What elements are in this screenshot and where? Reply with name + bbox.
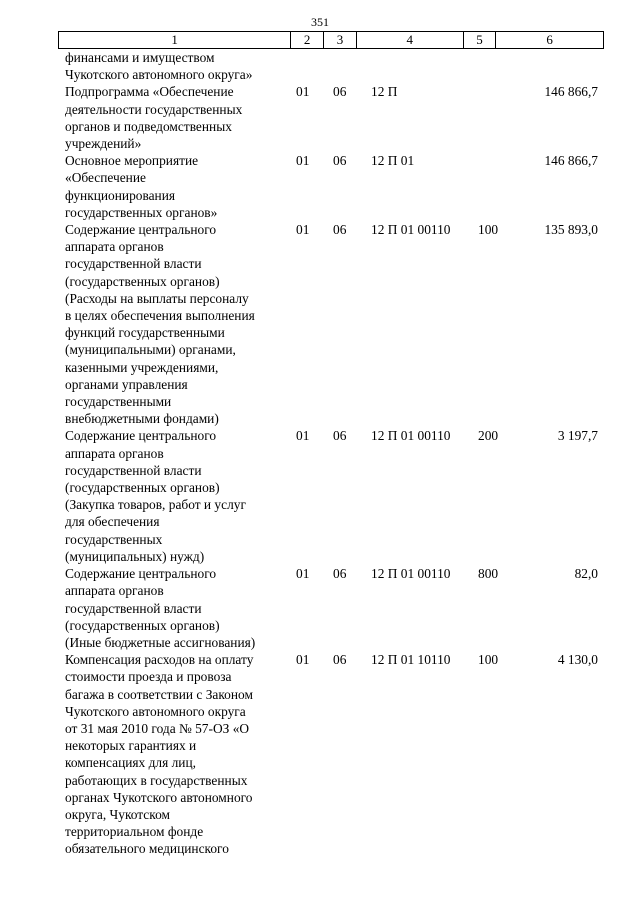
header-col-6: 6	[495, 32, 603, 48]
header-col-2: 2	[290, 32, 323, 48]
row-section: 01	[296, 222, 310, 238]
row-section: 01	[296, 566, 310, 582]
row-subsection: 06	[333, 652, 347, 668]
row-subsection: 06	[333, 566, 347, 582]
page-number: 351	[311, 15, 329, 29]
row-amount: 146 866,7	[544, 84, 598, 100]
row-name: Содержание центрального аппарата органов государственной власти (государственных органов) (Иные бюджетные ассигнования)	[65, 566, 256, 650]
row-target-article: 12 П 01 00110	[371, 222, 451, 238]
row-amount: 146 866,7	[544, 153, 598, 169]
table-row	[0, 83, 640, 152]
row-expense-type: 100	[478, 652, 499, 668]
row-section: 01	[296, 652, 310, 668]
row-amount: 4 130,0	[557, 652, 598, 668]
table-body	[0, 49, 640, 858]
row-target-article: 12 П	[371, 84, 398, 100]
row-target-article: 12 П 01 00110	[371, 428, 451, 444]
row-subsection: 06	[333, 84, 347, 100]
table-row	[0, 651, 640, 857]
header-col-3: 3	[323, 32, 356, 48]
row-name: Основное мероприятие «Обеспечение функционирования государственных органов»	[65, 153, 218, 220]
row-section: 01	[296, 428, 310, 444]
row-section: 01	[296, 153, 310, 169]
row-section: 01	[296, 84, 310, 100]
row-name: финансами и имуществом Чукотского автономного округа»	[65, 50, 253, 83]
row-subsection: 06	[333, 222, 347, 238]
row-target-article: 12 П 01 10110	[371, 652, 451, 668]
row-name: Компенсация расходов на оплату стоимости проезда и провоза багажа в соответствии с Законом Чукотского автономного округа от 31 мая 2010 года № 57-ОЗ «О некоторых гарантиях и компенсациях для лиц, работающих в государственных органах Чукотского автономного округа, Чукотском территориальном фонде обязательного медицинского	[65, 652, 254, 857]
header-col-5: 5	[463, 32, 496, 48]
table-row	[0, 152, 640, 221]
row-subsection: 06	[333, 153, 347, 169]
row-target-article: 12 П 01 00110	[371, 566, 451, 582]
row-name: Содержание центрального аппарата органов государственной власти (государственных органов) (Расходы на выплаты персоналу в целях обеспечения выполнения функций государственными (муниципальными) органами, казенными учреждениями, органами управления государственными внебюджетными фондами)	[65, 222, 255, 427]
header-col-4: 4	[356, 32, 463, 48]
row-expense-type: 100	[478, 222, 499, 238]
table-row	[0, 49, 640, 83]
row-amount: 3 197,7	[557, 428, 598, 444]
row-name: Подпрограмма «Обеспечение деятельности государственных органов и подведомственных учреждений»	[65, 84, 243, 152]
table-header	[58, 31, 604, 49]
row-subsection: 06	[333, 428, 347, 444]
row-expense-type: 800	[478, 566, 499, 582]
row-amount: 135 893,0	[544, 222, 598, 238]
row-name: Содержание центрального аппарата органов государственной власти (государственных органов) (Закупка товаров, работ и услуг для обеспечения государственных (муниципальных) нужд)	[65, 428, 246, 564]
row-amount: 82,0	[574, 566, 598, 582]
row-expense-type: 200	[478, 428, 499, 444]
table-row	[0, 427, 640, 565]
table-row	[0, 221, 640, 427]
header-col-1: 1	[171, 32, 178, 47]
row-target-article: 12 П 01	[371, 153, 415, 169]
table-row	[0, 565, 640, 651]
